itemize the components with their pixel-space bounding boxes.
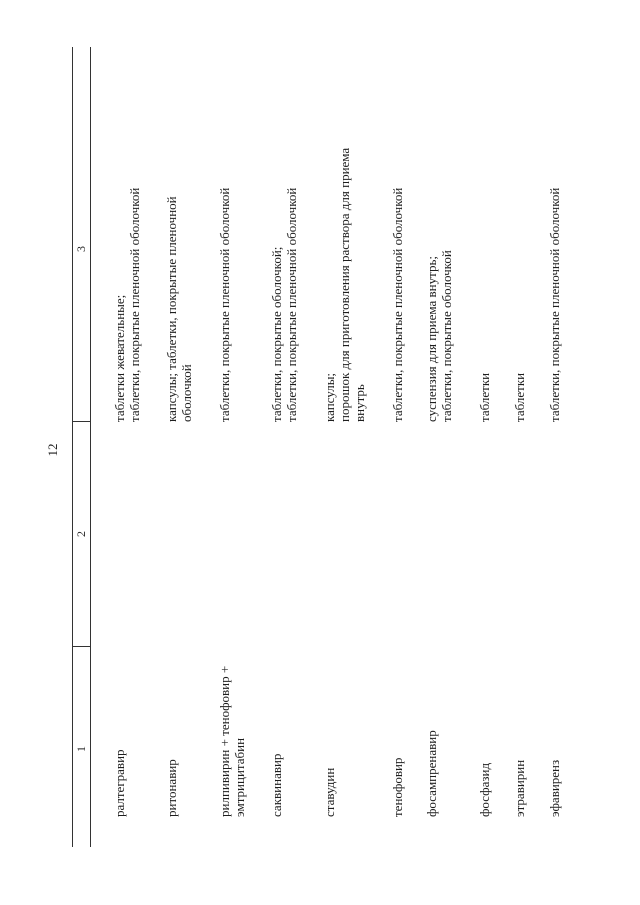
dosage-form-line: таблетки, покрытые пленочной оболочкой [284, 187, 299, 422]
drug-name [217, 647, 247, 817]
page-number: 12 [45, 443, 60, 457]
dosage-form-line: капсулы; [322, 372, 337, 422]
drug-name [424, 647, 439, 817]
dosage-form-line: таблетки, покрытые пленочной оболочкой [217, 187, 232, 422]
drug-name-text: эфавиренз [547, 759, 562, 817]
dosage-forms [512, 92, 527, 422]
dosage-forms [164, 92, 194, 422]
drug-name-text: ритонавир [164, 759, 179, 817]
drug-name-text: фосампренавир [424, 730, 439, 817]
dosage-form-line: таблетки, покрытые пленочной оболочкой [390, 187, 405, 422]
dosage-form-line: таблетки [512, 372, 527, 422]
drug-name-text: ставудин [322, 767, 337, 817]
dosage-forms [112, 92, 142, 422]
drug-name-text: саквинавир [269, 753, 284, 817]
dosage-forms [322, 92, 367, 422]
dosage-form-line: оболочкой [179, 364, 194, 422]
dosage-forms [269, 92, 299, 422]
dosage-forms [547, 92, 562, 422]
dosage-forms [390, 92, 405, 422]
dosage-form-line: таблетки жевательные; [112, 294, 127, 422]
drug-name-text: рилпивирин + тенофовир + эмтрицитабин [217, 665, 247, 817]
dosage-form-line: таблетки [477, 372, 492, 422]
medication-table [72, 47, 592, 847]
dosage-form-line: порошок для приготовления раствора для приема [337, 147, 352, 422]
table-top-rule [72, 47, 73, 847]
drug-name [112, 647, 127, 817]
dosage-form-line: таблетки, покрытые оболочкой; [269, 246, 284, 422]
drug-name [390, 647, 405, 817]
drug-name-text: тенофовир [390, 757, 405, 817]
header-divider-1 [72, 646, 90, 647]
drug-name-text: фосфазид [477, 762, 492, 817]
column-header-2: 2 [74, 531, 88, 537]
drug-name [477, 647, 492, 817]
column-header-1: 1 [74, 746, 88, 752]
dosage-forms [424, 92, 454, 422]
drug-name [269, 647, 284, 817]
dosage-form-line: таблетки, покрытые оболочкой [439, 250, 454, 422]
drug-name [547, 647, 562, 817]
header-divider-2 [72, 421, 90, 422]
table-header-rule [90, 47, 91, 847]
dosage-forms [217, 92, 232, 422]
drug-name-text: ралтегравир [112, 749, 127, 817]
dosage-form-line: таблетки, покрытые пленочной оболочкой [127, 187, 142, 422]
column-header-3: 3 [74, 246, 88, 252]
drug-name [322, 647, 337, 817]
drug-name-text: этравирин [512, 759, 527, 817]
dosage-form-line: суспензия для приема внутрь; [424, 255, 439, 422]
drug-name [512, 647, 527, 817]
dosage-form-line: таблетки, покрытые пленочной оболочкой [547, 187, 562, 422]
dosage-forms [477, 92, 492, 422]
dosage-form-line: капсулы; таблетки, покрытые пленочной [164, 196, 179, 422]
dosage-form-line: внутрь [352, 384, 367, 422]
drug-name [164, 647, 179, 817]
